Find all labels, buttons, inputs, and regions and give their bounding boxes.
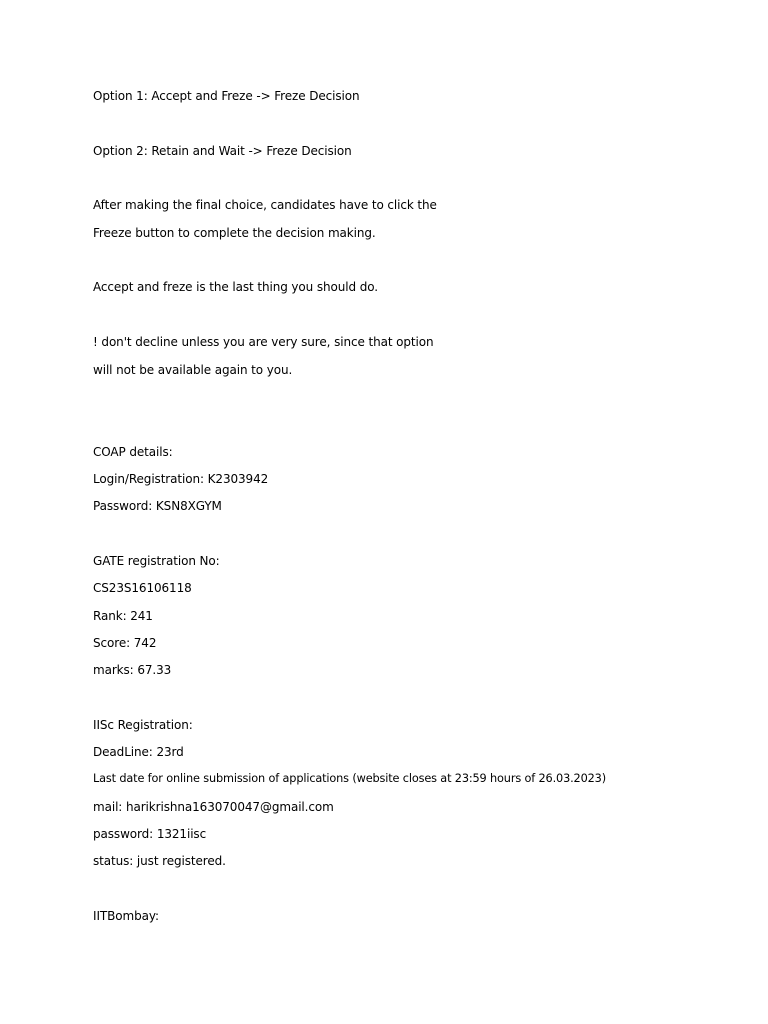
text-line: Freeze button to complete the decision making. bbox=[93, 226, 376, 240]
text-line: Option 1: Accept and Freze -> Freze Decision bbox=[93, 89, 360, 103]
section-heading: GATE registration No: bbox=[93, 554, 220, 568]
text-line: password: 1321iisc bbox=[93, 827, 207, 841]
text-line: CS23S16106118 bbox=[93, 581, 192, 595]
text-line: Login/Registration: K2303942 bbox=[93, 472, 269, 486]
text-line: After making the final choice, candidates have to click the bbox=[93, 198, 437, 212]
section-heading: IISc Registration: bbox=[93, 718, 193, 732]
text-line: ! don't decline unless you are very sure, since that option bbox=[93, 335, 434, 349]
text-line: Score: 742 bbox=[93, 636, 157, 650]
text-line: will not be available again to you. bbox=[93, 363, 293, 377]
section-heading: COAP details: bbox=[93, 445, 173, 459]
text-line: Accept and freze is the last thing you should do. bbox=[93, 280, 379, 294]
text-line: mail: harikrishna163070047@gmail.com bbox=[93, 800, 334, 814]
text-line: Last date for online submission of applications (website closes at 23:59 hours of 26.03.2023) bbox=[93, 772, 606, 785]
text-line: Option 2: Retain and Wait -> Freze Decision bbox=[93, 144, 352, 158]
section-heading: IITBombay: bbox=[93, 909, 159, 923]
text-line: Rank: 241 bbox=[93, 609, 153, 623]
text-line: marks: 67.33 bbox=[93, 663, 172, 677]
text-line: Password: KSN8XGYM bbox=[93, 499, 222, 513]
text-line: DeadLine: 23rd bbox=[93, 745, 184, 759]
text-line: status: just registered. bbox=[93, 854, 226, 868]
